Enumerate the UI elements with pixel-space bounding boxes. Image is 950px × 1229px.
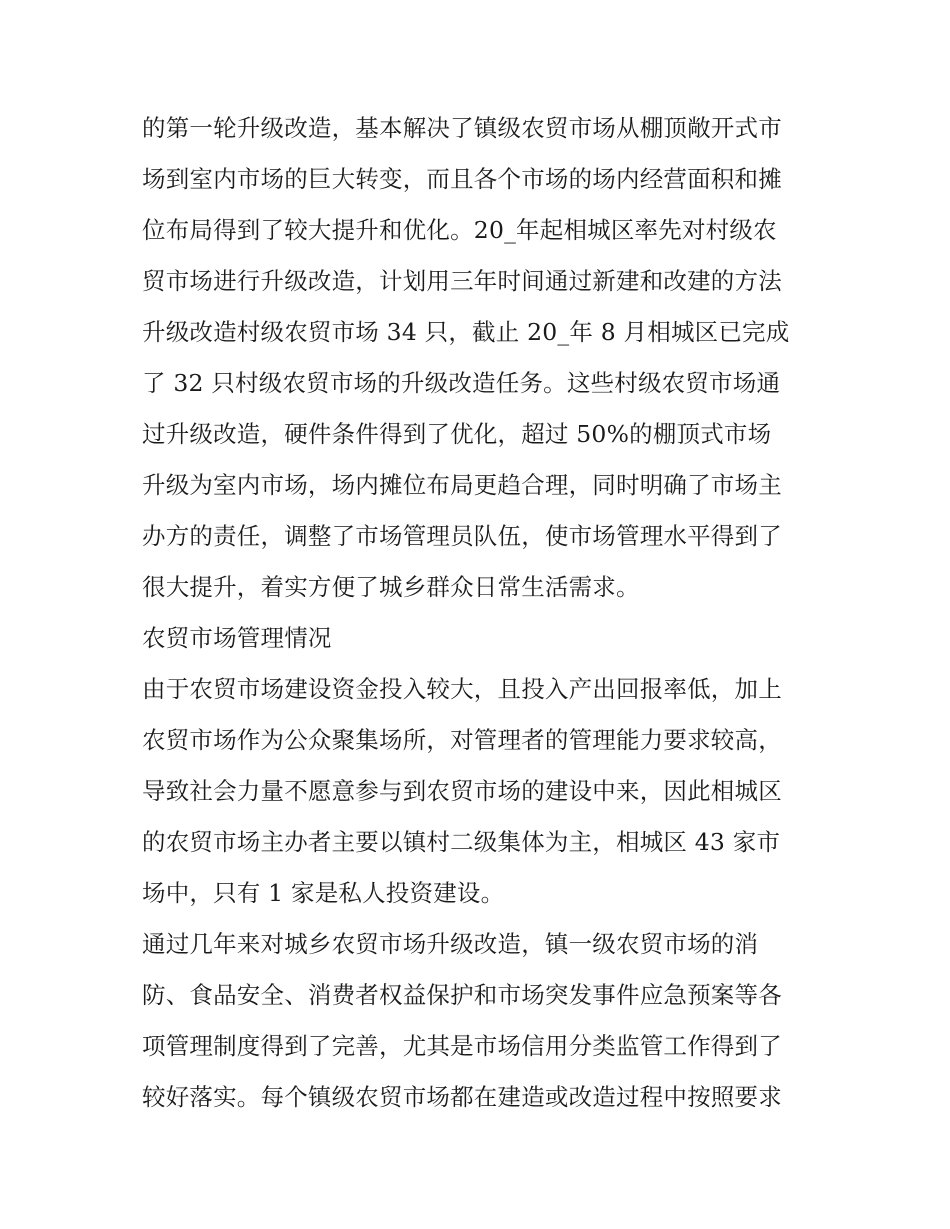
body-text-line: 过升级改造，硬件条件得到了优化，超过 50%的棚顶式市场 bbox=[142, 420, 772, 448]
body-text-line: 办方的责任，调整了市场管理员队伍，使市场管理水平得到了 bbox=[142, 522, 782, 550]
body-text-line: 由于农贸市场建设资金投入较大，且投入产出回报率低，加上 bbox=[142, 675, 782, 703]
body-text-line: 通过几年来对城乡农贸市场升级改造，镇一级农贸市场的消 bbox=[142, 930, 759, 958]
body-text-line: 升级改造村级农贸市场 34 只，截止 20_年 8 月相城区已完成 bbox=[142, 318, 790, 346]
body-text-line: 场到室内市场的巨大转变，而且各个市场的场内经营面积和摊 bbox=[142, 165, 782, 193]
body-text-line: 位布局得到了较大提升和优化。20_年起相城区率先对村级农 bbox=[142, 216, 777, 244]
body-text-line: 升级为室内市场，场内摊位布局更趋合理，同时明确了市场主 bbox=[142, 471, 782, 499]
body-text-line: 的农贸市场主办者主要以镇村二级集体为主，相城区 43 家市 bbox=[142, 828, 781, 856]
body-text-line: 了 32 只村级农贸市场的升级改造任务。这些村级农贸市场通 bbox=[142, 369, 781, 397]
body-text-line: 农贸市场作为公众聚集场所，对管理者的管理能力要求较高， bbox=[142, 726, 782, 754]
body-text-line: 导致社会力量不愿意参与到农贸市场的建设中来，因此相城区 bbox=[142, 777, 782, 805]
body-text-line: 很大提升，着实方便了城乡群众日常生活需求。 bbox=[142, 573, 640, 601]
body-text-line: 贸市场进行升级改造，计划用三年时间通过新建和改建的方法 bbox=[142, 267, 782, 295]
body-text-line: 项管理制度得到了完善，尤其是市场信用分类监管工作得到了 bbox=[142, 1032, 782, 1060]
body-text-line: 场中，只有 1 家是私人投资建设。 bbox=[142, 879, 505, 907]
body-text-line: 的第一轮升级改造，基本解决了镇级农贸市场从棚顶敞开式市 bbox=[142, 114, 782, 142]
section-heading: 农贸市场管理情况 bbox=[142, 624, 332, 652]
body-text-line: 防、食品安全、消费者权益保护和市场突发事件应急预案等各 bbox=[142, 981, 782, 1009]
body-text-line: 较好落实。每个镇级农贸市场都在建造或改造过程中按照要求 bbox=[142, 1083, 782, 1111]
